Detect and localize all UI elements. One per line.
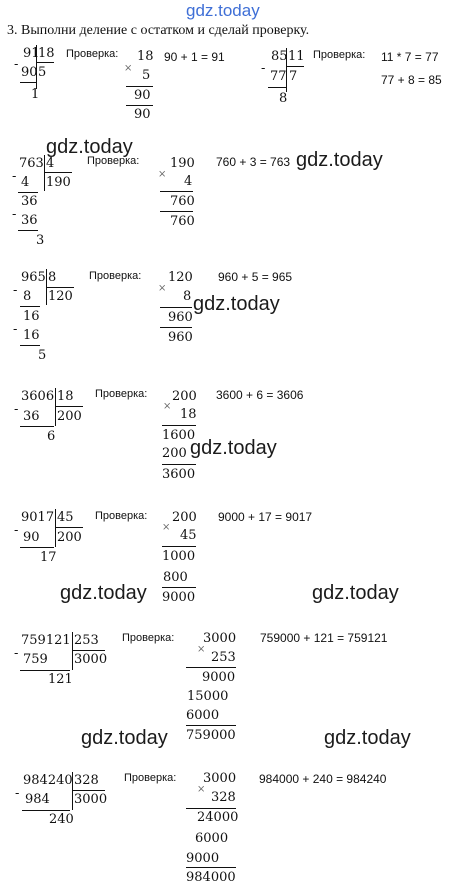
check-label: Проверка: <box>95 510 148 522</box>
times-sign: × <box>163 401 172 412</box>
check-top: 18 <box>137 49 154 64</box>
multiplication-line <box>126 86 153 87</box>
times-sign: × <box>162 522 171 533</box>
watermark: gdz.today <box>46 136 133 158</box>
check-multiplier: 5 <box>142 68 151 83</box>
partial-product-2: 800 <box>163 570 188 585</box>
watermark: gdz.today <box>81 727 168 749</box>
multiplication-line <box>186 667 236 668</box>
check-label: Проверка: <box>87 155 140 167</box>
times-sign: × <box>197 784 206 795</box>
check-total: 960 <box>168 330 193 345</box>
check-equation: 960 + 5 = 965 <box>218 270 293 284</box>
task-title: 3. Выполни деление с остатком и сделай проверку. <box>7 23 310 38</box>
quotient: 190 <box>46 175 71 190</box>
minus-sign: - <box>13 283 18 298</box>
check-total: 759000 <box>186 728 236 743</box>
check-equation-2: 77 + 8 = 85 <box>381 73 442 87</box>
multiplication-line <box>160 307 192 308</box>
site-logo: gdz.today <box>186 1 260 20</box>
partial-dividend: 36 <box>21 194 38 209</box>
times-sign: × <box>124 63 133 74</box>
sum-line <box>162 464 196 465</box>
step-product: 77 <box>270 69 287 84</box>
minus-sign: - <box>14 402 19 417</box>
divisor-line <box>286 66 304 67</box>
minus-sign: - <box>14 57 19 72</box>
dividend: 763 <box>19 156 44 171</box>
remainder: 17 <box>40 550 57 565</box>
minus-sign: - <box>14 646 19 661</box>
dividend: 984240 <box>23 773 73 788</box>
minus-sign: - <box>14 523 19 538</box>
step-1: 90 <box>23 530 40 545</box>
remainder: 3 <box>36 233 45 248</box>
divisor: 18 <box>57 389 74 404</box>
divisor: 18 <box>38 46 55 61</box>
dividend: 85 <box>271 49 288 64</box>
subtraction-line-2 <box>18 230 38 231</box>
divisor-line <box>36 62 54 63</box>
remainder: 121 <box>48 672 73 687</box>
subtraction-line <box>20 547 54 548</box>
check-equation: 90 + 1 = 91 <box>164 50 225 64</box>
dividend: 965 <box>21 270 46 285</box>
step-1: 8 <box>23 289 32 304</box>
remainder: 240 <box>49 812 74 827</box>
multiplication-line <box>162 425 196 426</box>
subtraction-line <box>22 810 70 811</box>
divisor-line <box>55 527 83 528</box>
check-label: Проверка: <box>95 388 148 400</box>
divisor: 328 <box>74 773 99 788</box>
sum-line <box>162 587 196 588</box>
check-label: Проверка: <box>89 270 142 282</box>
subtraction-line-2 <box>20 345 40 346</box>
check-equation-1: 11 * 7 = 77 <box>381 50 439 64</box>
quotient: 3000 <box>74 652 108 667</box>
check-total: 984000 <box>186 870 236 885</box>
minus-sign: - <box>261 61 266 76</box>
check-equation: 3600 + 6 = 3606 <box>216 388 304 402</box>
check-multiplier: 45 <box>180 528 197 543</box>
minus-sign: - <box>12 207 17 222</box>
quotient: 200 <box>57 530 82 545</box>
divisor: 45 <box>57 510 74 525</box>
quotient: 3000 <box>74 792 108 807</box>
subtraction-line <box>20 426 54 427</box>
divisor: 11 <box>288 49 305 64</box>
partial-product-2: 15000 <box>187 689 229 704</box>
quotient: 7 <box>289 69 298 84</box>
check-top: 120 <box>168 270 193 285</box>
dividend: 91 <box>23 46 40 61</box>
remainder: 1 <box>31 87 40 102</box>
partial-product-3: 6000 <box>186 708 220 723</box>
subtraction-line-1 <box>20 306 40 307</box>
remainder: 8 <box>279 91 288 106</box>
check-equation: 9000 + 17 = 9017 <box>218 510 313 524</box>
step-1: 4 <box>21 175 30 190</box>
divisor: 253 <box>74 633 99 648</box>
check-multiplier: 8 <box>183 289 192 304</box>
watermark: gdz.today <box>296 149 383 171</box>
remainder: 5 <box>38 348 47 363</box>
check-label: Проверка: <box>124 772 177 784</box>
check-total: 9000 <box>162 590 196 605</box>
multiplication-line <box>160 191 193 192</box>
divisor: 4 <box>46 156 55 171</box>
division-bracket <box>55 509 56 547</box>
check-top: 190 <box>170 156 195 171</box>
division-bracket <box>44 155 45 191</box>
watermark: gdz.today <box>193 293 280 315</box>
minus-sign: - <box>12 169 17 184</box>
subtraction-line <box>268 87 286 88</box>
check-top: 200 <box>172 389 197 404</box>
watermark: gdz.today <box>312 582 399 604</box>
partial-product-1: 1000 <box>162 549 196 564</box>
sum-line <box>160 327 192 328</box>
sum-line <box>126 105 153 106</box>
partial-product-2: 6000 <box>195 831 229 846</box>
check-multiplier: 4 <box>184 174 193 189</box>
check-total: 3600 <box>162 467 196 482</box>
watermark: gdz.today <box>60 582 147 604</box>
divisor-line <box>55 406 83 407</box>
check-equation: 984000 + 240 = 984240 <box>259 772 387 786</box>
partial-product-3: 9000 <box>186 851 220 866</box>
divisor-line <box>72 650 105 651</box>
partial-product-1: 9000 <box>202 670 236 685</box>
step-product: 90 <box>21 65 38 80</box>
division-bracket <box>72 632 73 670</box>
times-sign: × <box>158 169 167 180</box>
sum-line <box>186 867 236 868</box>
minus-sign: - <box>13 322 18 337</box>
divisor-line <box>46 287 74 288</box>
quotient: 5 <box>38 65 47 80</box>
watermark: gdz.today <box>190 437 277 459</box>
division-bracket <box>55 388 56 426</box>
divisor: 8 <box>48 270 57 285</box>
multiplication-line <box>162 546 196 547</box>
partial-product-1: 1600 <box>162 428 196 443</box>
subtraction-line <box>20 82 36 83</box>
partial-product-2: 200 <box>162 446 187 461</box>
quotient: 120 <box>48 289 73 304</box>
step-1: 759 <box>23 652 48 667</box>
subtraction-line <box>20 670 70 671</box>
remainder: 6 <box>47 429 56 444</box>
sum-line <box>186 725 236 726</box>
check-multiplier: 253 <box>211 650 236 665</box>
check-equation: 760 + 3 = 763 <box>216 155 291 169</box>
step-1: 36 <box>23 409 40 424</box>
subtraction-line-1 <box>18 192 38 193</box>
step-2: 16 <box>23 328 40 343</box>
partial-dividend: 16 <box>23 309 40 324</box>
check-equation: 759000 + 121 = 759121 <box>260 631 388 645</box>
multiplication-line <box>186 808 236 809</box>
sum-line <box>160 211 193 212</box>
times-sign: × <box>158 283 167 294</box>
check-result: 760 <box>170 194 195 209</box>
check-label: Проверка: <box>313 49 366 61</box>
watermark: gdz.today <box>324 727 411 749</box>
check-total: 760 <box>170 214 195 229</box>
check-label: Проверка: <box>122 632 175 644</box>
check-top: 200 <box>172 510 197 525</box>
quotient: 200 <box>57 409 82 424</box>
dividend: 759121 <box>21 633 71 648</box>
minus-sign: - <box>15 786 20 801</box>
check-multiplier: 18 <box>180 407 197 422</box>
check-result: 90 <box>134 88 151 103</box>
check-top: 3000 <box>203 631 237 646</box>
check-top: 3000 <box>203 771 237 786</box>
dividend: 3606 <box>21 389 55 404</box>
check-total: 90 <box>134 107 151 122</box>
partial-product-1: 24000 <box>197 810 239 825</box>
division-bracket <box>72 772 73 810</box>
step-2: 36 <box>21 213 38 228</box>
divisor-line <box>44 172 72 173</box>
dividend: 9017 <box>21 510 55 525</box>
times-sign: × <box>197 644 206 655</box>
divisor-line <box>72 790 105 791</box>
check-multiplier: 328 <box>211 790 236 805</box>
step-1: 984 <box>25 792 50 807</box>
check-label: Проверка: <box>66 48 119 60</box>
check-result: 960 <box>168 310 193 325</box>
